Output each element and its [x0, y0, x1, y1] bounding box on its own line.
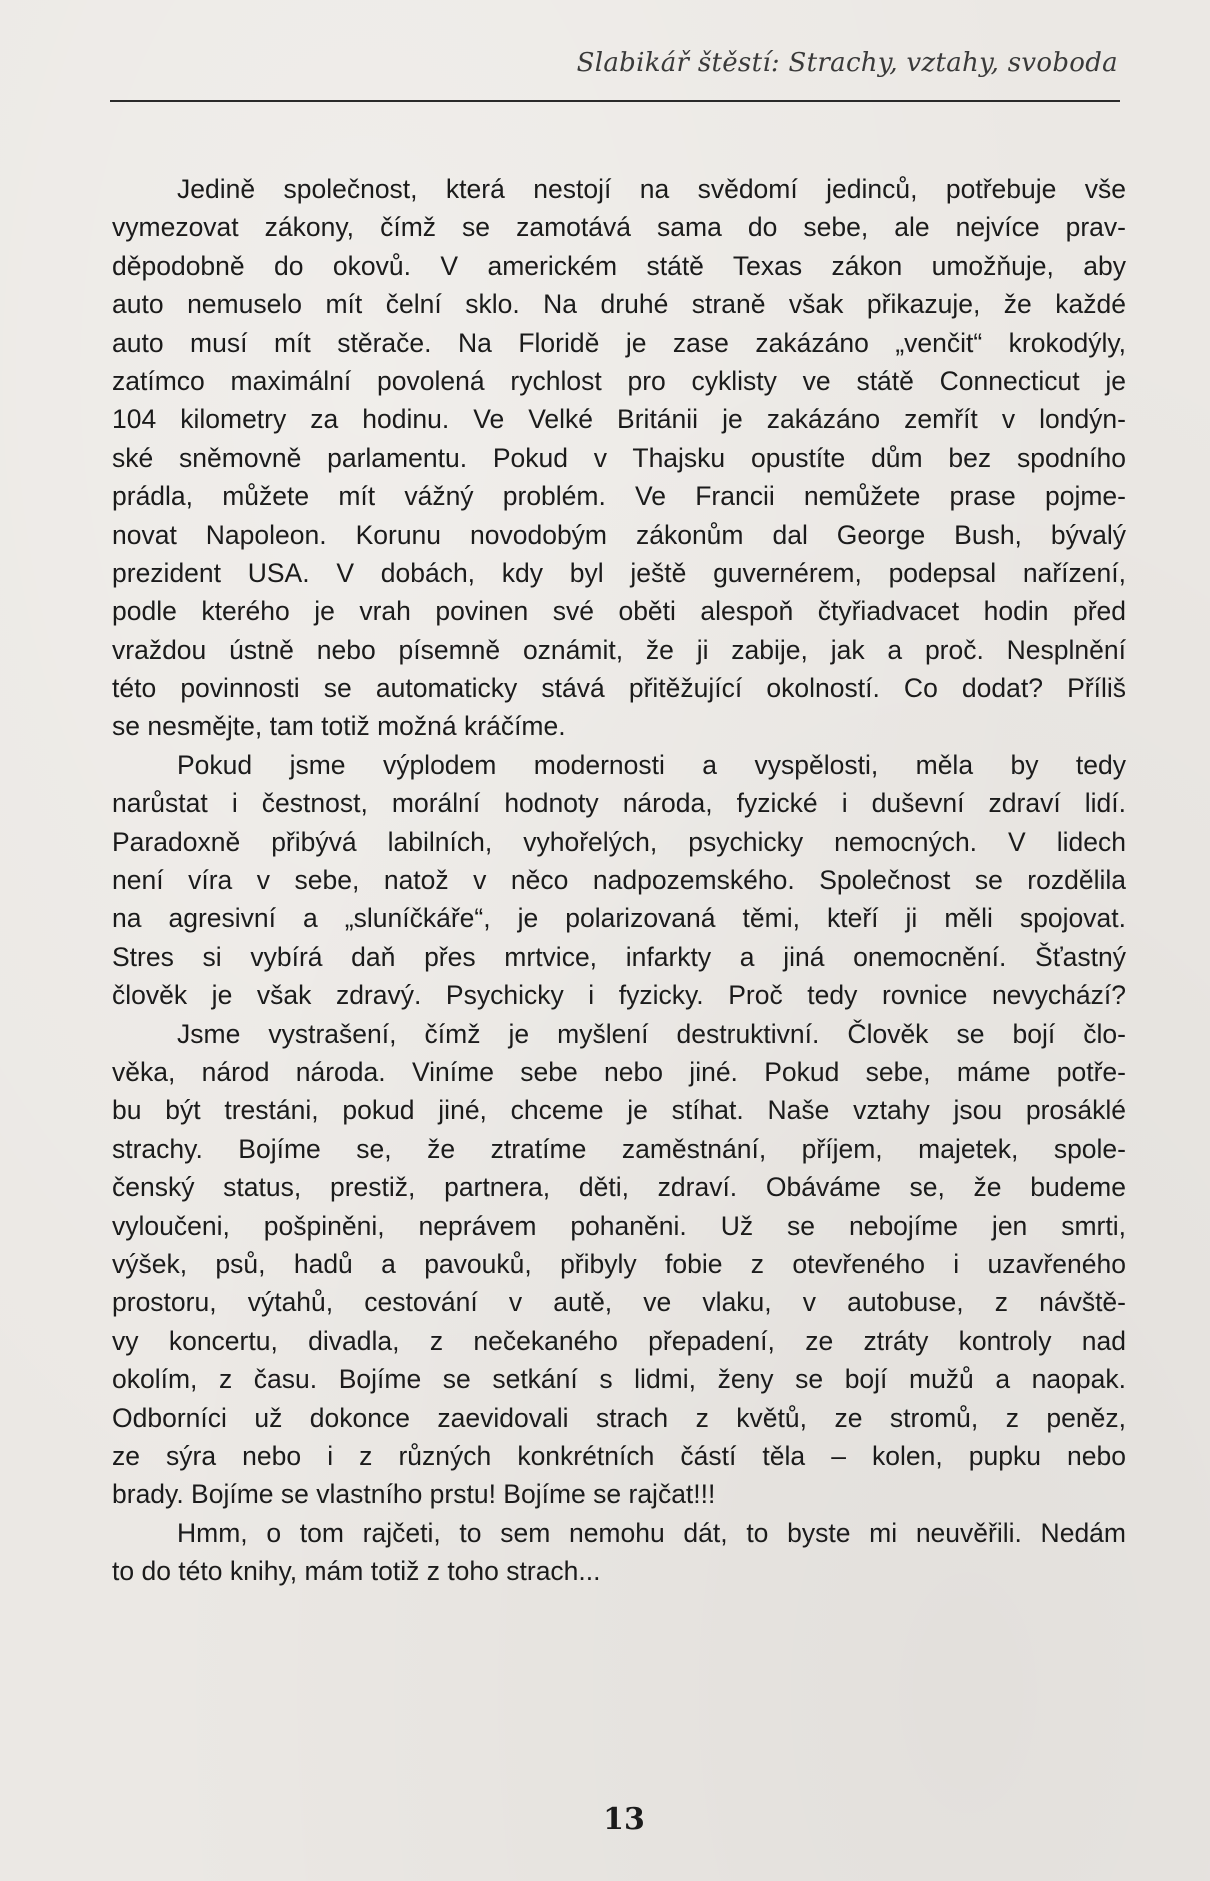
- text-line: člověk je však zdravý. Psychicky i fyzicky. Proč tedy rovnice nevychází?: [112, 980, 1126, 1011]
- text-line: bu být trestáni, pokud jiné, chceme je stíhat. Naše vztahy jsou prosáklé: [112, 1095, 1126, 1126]
- text-line: vyloučeni, pošpiněni, neprávem pohaněni. Už se nebojíme jen smrti,: [112, 1210, 1126, 1241]
- text-line: děpodobně do okovů. V americkém státě Texas zákon umožňuje, aby: [112, 250, 1126, 281]
- text-line: to do této knihy, mám totiž z toho strach...: [112, 1556, 601, 1587]
- paragraph-1: [112, 170, 1126, 746]
- text-line: Hmm, o tom rajčeti, to sem nemohu dát, to byste mi neuvěřili. Nedám: [177, 1517, 1126, 1548]
- paragraph-3: [112, 1015, 1126, 1514]
- text-line: prádla, můžete mít vážný problém. Ve Francii nemůžete prase pojme-: [112, 481, 1126, 512]
- text-line: Odborníci už dokonce zaevidovali strach z květů, ze stromů, z peněz,: [112, 1402, 1126, 1433]
- text-line: ze sýra nebo i z různých konkrétních částí těla – kolen, pupku nebo: [112, 1440, 1126, 1471]
- text-line: Jedině společnost, která nestojí na svědomí jedinců, potřebuje vše: [177, 174, 1126, 204]
- text-line: vymezovat zákony, čímž se zamotává sama do sebe, ale nejvíce prav-: [112, 212, 1126, 243]
- body-text: [112, 170, 1126, 1590]
- text-line: Jsme vystrašení, čímž je myšlení destruktivní. Člověk se bojí člo-: [177, 1018, 1126, 1049]
- text-line: se nesmějte, tam totiž možná kráčíme.: [112, 711, 566, 742]
- text-line: prostoru, výtahů, cestování v autě, ve vlaku, v autobuse, z návště-: [112, 1287, 1126, 1318]
- text-line: narůstat i čestnost, morální hodnoty národa, fyzické i duševní zdraví lidí.: [112, 788, 1126, 819]
- text-line: čenský status, prestiž, partnera, děti, zdraví. Obáváme se, že budeme: [112, 1172, 1126, 1203]
- text-line: Stres si vybírá daň přes mrtvice, infarkty a jiná onemocnění. Šťastný: [112, 941, 1126, 972]
- text-line: vy koncertu, divadla, z nečekaného přepadení, ze ztráty kontroly nad: [112, 1325, 1126, 1356]
- text-line: na agresivní a „sluníčkáře“, je polarizovaná těmi, kteří ji měli spojovat.: [112, 903, 1126, 934]
- text-line: této povinnosti se automaticky stává přitěžující okolností. Co dodat? Příliš: [112, 673, 1126, 704]
- text-line: výšek, psů, hadů a pavouků, přibyly fobie z otevřeného i uzavřeného: [112, 1248, 1126, 1279]
- paragraph-4: [112, 1514, 1126, 1591]
- text-line: prezident USA. V dobách, kdy byl ještě guvernérem, podepsal nařízení,: [112, 557, 1126, 588]
- text-line: strachy. Bojíme se, že ztratíme zaměstnání, příjem, majetek, spole-: [112, 1133, 1126, 1164]
- text-line: Paradoxně přibývá labilních, vyhořelých, psychicky nemocných. V lidech: [112, 826, 1126, 857]
- text-line: ské sněmovně parlamentu. Pokud v Thajsku opustíte dům bez spodního: [112, 442, 1126, 473]
- text-line: novat Napoleon. Korunu novodobým zákonům dal George Bush, bývalý: [112, 519, 1126, 550]
- header-rule: [110, 100, 1120, 102]
- text-line: věka, národ národa. Viníme sebe nebo jiné. Pokud sebe, máme potře-: [112, 1056, 1126, 1087]
- page-number: 13: [603, 1802, 645, 1837]
- text-line: auto nemuselo mít čelní sklo. Na druhé straně však přikazuje, že každé: [112, 289, 1126, 320]
- text-line: 104 kilometry za hodinu. Ve Velké Británii je zakázáno zemřít v londýn-: [112, 404, 1126, 435]
- text-line: není víra v sebe, natož v něco nadpozemského. Společnost se rozdělila: [112, 865, 1126, 896]
- text-line: vraždou ústně nebo písemně oznámit, že ji zabije, jak a proč. Nesplnění: [112, 634, 1126, 665]
- paragraph-2: [112, 746, 1126, 1015]
- text-line: podle kterého je vrah povinen své oběti alespoň čtyřiadvacet hodin před: [112, 596, 1126, 627]
- text-line: okolím, z času. Bojíme se setkání s lidmi, ženy se bojí mužů a naopak.: [112, 1364, 1126, 1395]
- text-line: brady. Bojíme se vlastního prstu! Bojíme se rajčat!!!: [112, 1479, 716, 1510]
- running-header: Slabikář štěstí: Strachy, vztahy, svoboda: [576, 48, 1118, 78]
- text-line: zatímco maximální povolená rychlost pro cyklisty ve státě Connecticut je: [112, 365, 1126, 396]
- text-line: auto musí mít stěrače. Na Floridě je zase zakázáno „venčit“ krokodýly,: [112, 327, 1126, 358]
- text-line: Pokud jsme výplodem modernosti a vyspělosti, měla by tedy: [177, 749, 1126, 780]
